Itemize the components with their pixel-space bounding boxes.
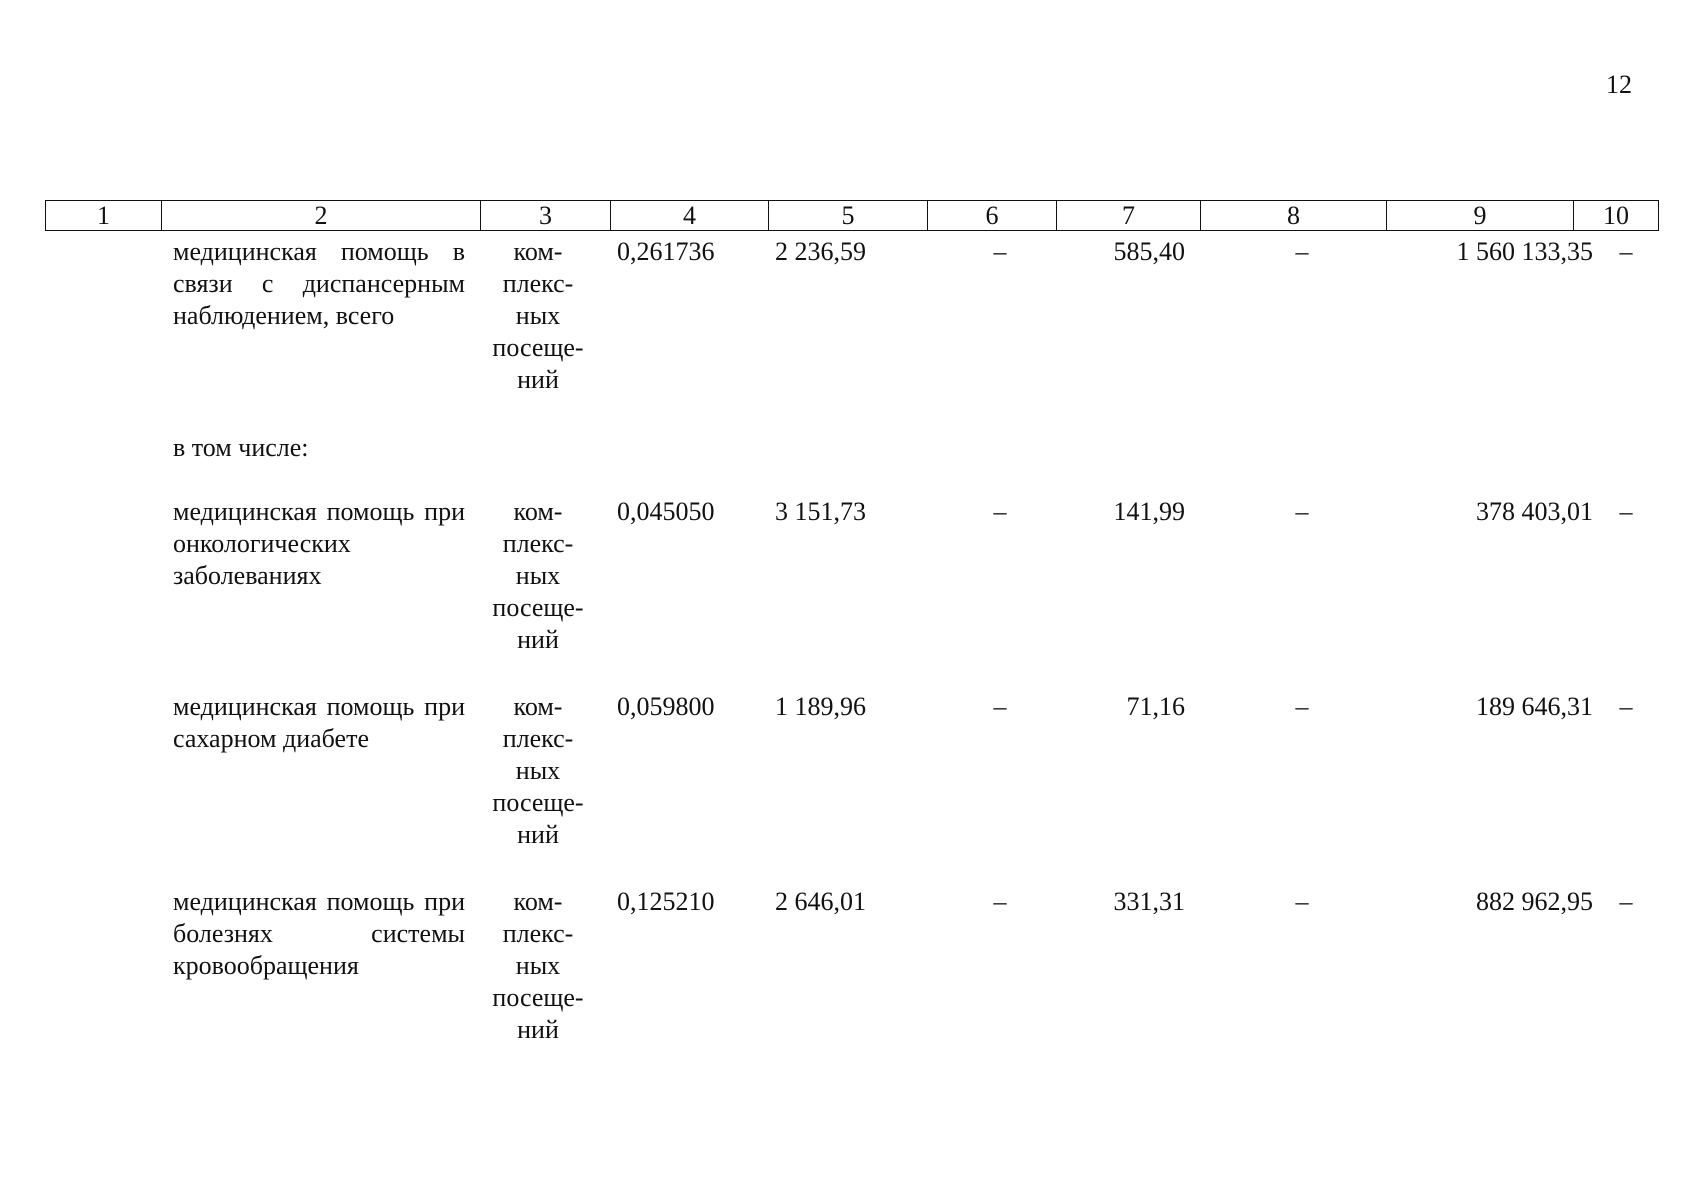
col4-value: 0,059800 <box>617 692 715 721</box>
column-number-header <box>45 200 1659 231</box>
col10-value: – <box>1619 887 1633 916</box>
row-name: медицинская помощь в связи с диспансерным наблюдением, всего <box>173 237 465 330</box>
column-number-4: 4 <box>611 201 769 231</box>
col10-value: – <box>1619 497 1633 526</box>
column-number-6: 6 <box>928 201 1057 231</box>
unit-line: ных <box>515 951 561 980</box>
col7-value: 585,40 <box>1113 237 1185 266</box>
column-number-2: 2 <box>162 201 481 231</box>
col5-value: 2 236,59 <box>775 237 866 266</box>
col8-value: – <box>1295 237 1309 266</box>
unit-line: посеще- <box>492 333 584 362</box>
col5-value: 1 189,96 <box>775 692 866 721</box>
column-number-5: 5 <box>769 201 928 231</box>
col8-value: – <box>1295 887 1309 916</box>
col4-value: 0,125210 <box>617 887 715 916</box>
page-number: 12 <box>1606 70 1632 99</box>
column-number-10: 10 <box>1574 201 1659 231</box>
unit-line: ком- <box>513 497 563 526</box>
row-name: медицинская помощь при сахарном диабете <box>173 692 465 753</box>
col5-value: 3 151,73 <box>775 497 866 526</box>
column-number-7: 7 <box>1057 201 1201 231</box>
unit-line: посеще- <box>492 983 584 1012</box>
col9-value: 189 646,31 <box>1476 692 1593 721</box>
col6-value: – <box>993 692 1007 721</box>
col7-value: 71,16 <box>1126 692 1185 721</box>
column-number-3: 3 <box>481 201 611 231</box>
unit-line: ний <box>517 1015 559 1044</box>
unit-cell <box>482 886 594 1046</box>
col10-value: – <box>1619 692 1633 721</box>
col7-value: 141,99 <box>1113 497 1185 526</box>
column-number-8: 8 <box>1201 201 1387 231</box>
col9-value: 378 403,01 <box>1476 497 1593 526</box>
unit-line: ний <box>517 820 559 849</box>
col8-value: – <box>1295 497 1309 526</box>
unit-line: ных <box>515 561 561 590</box>
unit-line: ных <box>515 301 561 330</box>
unit-line: ком- <box>513 887 563 916</box>
unit-line: ком- <box>513 237 563 266</box>
unit-line: ных <box>515 756 561 785</box>
unit-cell <box>482 236 594 396</box>
col9-value: 882 962,95 <box>1476 887 1593 916</box>
row-name: медицинская помощь при болезнях системы кровообращения <box>173 887 465 980</box>
unit-line: плекс- <box>502 529 574 558</box>
unit-cell <box>482 496 594 656</box>
col9-value: 1 560 133,35 <box>1456 237 1593 266</box>
col5-value: 2 646,01 <box>775 887 866 916</box>
unit-line: посеще- <box>492 788 584 817</box>
col4-value: 0,261736 <box>617 237 715 266</box>
col6-value: – <box>993 887 1007 916</box>
col10-value: – <box>1619 237 1633 266</box>
col4-value: 0,045050 <box>617 497 715 526</box>
unit-line: плекс- <box>502 919 574 948</box>
unit-cell <box>482 691 594 851</box>
column-number-9: 9 <box>1387 201 1574 231</box>
col8-value: – <box>1295 692 1309 721</box>
unit-line: плекс- <box>502 269 574 298</box>
unit-line: ний <box>517 365 559 394</box>
col6-value: – <box>993 497 1007 526</box>
row-name: медицинская помощь при онкологических заболеваниях <box>173 497 465 590</box>
col6-value: – <box>993 237 1007 266</box>
column-number-1: 1 <box>46 201 162 231</box>
unit-line: посеще- <box>492 593 584 622</box>
unit-line: ком- <box>513 692 563 721</box>
unit-line: ний <box>517 625 559 654</box>
row-name: в том числе: <box>173 433 309 462</box>
unit-line: плекс- <box>502 724 574 753</box>
col7-value: 331,31 <box>1113 887 1185 916</box>
